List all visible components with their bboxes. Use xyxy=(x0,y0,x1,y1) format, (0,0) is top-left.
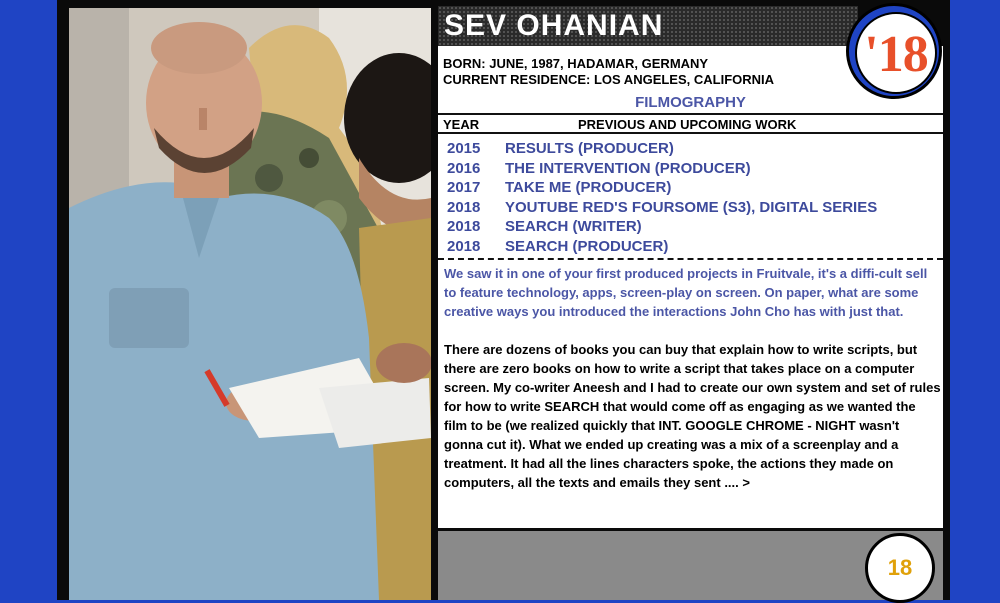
photo-illustration xyxy=(69,8,431,600)
residence-text: CURRENT RESIDENCE: LOS ANGELES, CALIFORNIA xyxy=(443,72,775,87)
film-work: THE INTERVENTION (PRODUCER) xyxy=(505,159,751,177)
filmography-heading: FILMOGRAPHY xyxy=(635,94,746,111)
film-work: YOUTUBE RED'S FOURSOME (S3), DIGITAL SERIES xyxy=(505,198,878,216)
work-column-header: PREVIOUS AND UPCOMING WORK xyxy=(578,117,797,132)
divider xyxy=(438,113,943,115)
trading-card xyxy=(57,0,950,600)
film-work: RESULTS (PRODUCER) xyxy=(505,140,674,157)
film-work: SEARCH (PRODUCER) xyxy=(505,237,669,255)
year-column-header: YEAR xyxy=(443,117,480,132)
year-badge-text: '18 xyxy=(864,25,928,83)
filmography-list xyxy=(447,140,877,257)
born-text: BORN: JUNE, 1987, HADAMAR, GERMANY xyxy=(443,56,709,71)
interview-answer: There are dozens of books you can buy that explain how to write scripts, but there are zero books on how to write a script that takes place on a computer screen. My co-writer Aneesh and I had to create our own system and set of rules for how to write SEARCH that would come off as engaging as we wanted the film to be (we realized quickly that INT. GOOGLE CHROME - NIGHT wasn't gonna cut it). What we ended up creating was a mix of a screenplay and a treatment. It had all the lines characters spoke, the actions they made on computers, all the texts and emails they sent .... > xyxy=(444,342,941,490)
film-year: 2017 xyxy=(447,179,481,196)
details-area xyxy=(438,46,943,528)
card-number-badge xyxy=(865,533,935,603)
filmography-row xyxy=(447,238,877,258)
bio-block xyxy=(443,56,774,88)
portrait-photo xyxy=(69,8,431,600)
name-banner xyxy=(438,6,858,46)
filmography-row xyxy=(447,140,877,160)
film-year: 2018 xyxy=(447,237,481,255)
film-year: 2018 xyxy=(447,218,481,235)
year-badge xyxy=(846,3,942,99)
film-work: SEARCH (WRITER) xyxy=(505,218,642,235)
divider xyxy=(438,258,943,260)
filmography-row xyxy=(447,218,877,238)
film-year: 2016 xyxy=(447,159,481,177)
interview-question: We saw it in one of your first produced projects in Fruitvale, it's a diffi-cult sell to feature technology, apps, screen-play on screen. On paper, what are some creative ways you introduced the interactions John Cho has with just that. xyxy=(444,266,928,319)
filmography-row xyxy=(447,199,877,219)
film-year: 2015 xyxy=(447,140,481,157)
divider xyxy=(438,132,943,134)
card-number: 18 xyxy=(887,555,913,580)
player-name: SEV OHANIAN xyxy=(444,9,664,42)
film-work: TAKE ME (PRODUCER) xyxy=(505,179,672,196)
filmography-row xyxy=(447,160,877,180)
year-badge-inner xyxy=(855,12,937,94)
filmography-row xyxy=(447,179,877,199)
film-year: 2018 xyxy=(447,198,481,216)
